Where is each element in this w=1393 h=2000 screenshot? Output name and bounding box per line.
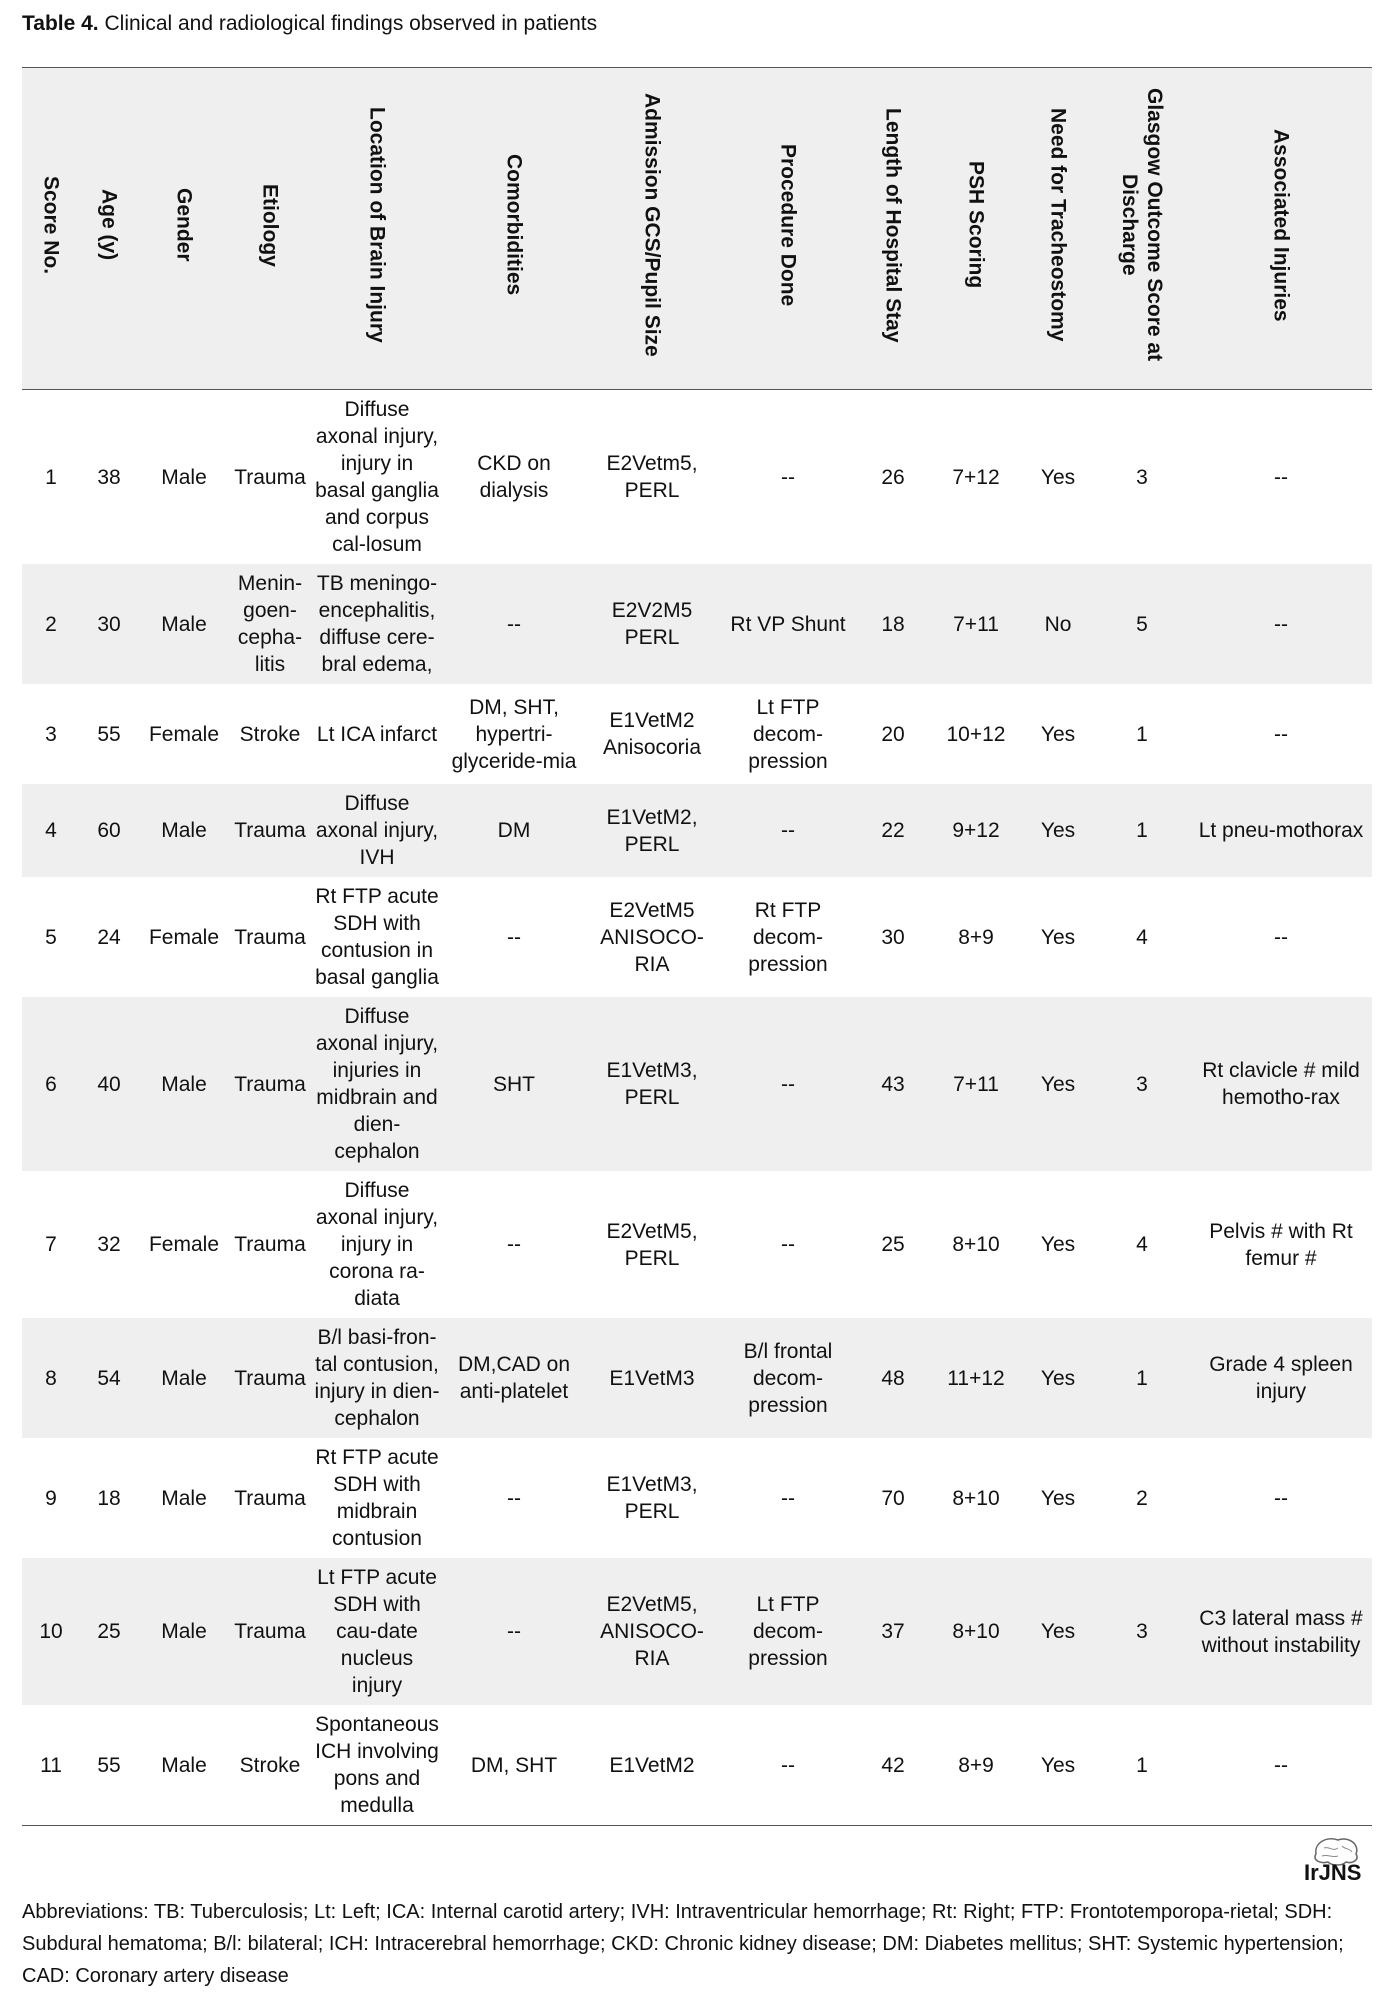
table-cell: B/l basi-fron-tal contusion, injury in dien-cephalon: [314, 1326, 440, 1430]
table-cell: Lt pneu-mothorax: [1198, 819, 1364, 842]
column-header: PSH Scoring: [930, 68, 1022, 390]
column-header: Gender: [138, 68, 230, 390]
table-cell: Trauma: [234, 925, 306, 949]
table-cell: 3: [1136, 1072, 1148, 1096]
header-row: [22, 68, 1372, 390]
table-cell: B/l frontal decom-pression: [743, 1339, 833, 1417]
table-cell: C3 lateral mass # without instability: [1199, 1606, 1363, 1657]
table-cell: E2VetM5, PERL: [606, 1219, 698, 1270]
table-cell: Menin-goen-cepha-litis: [237, 572, 303, 676]
table-cell: Lt ICA infarct: [316, 722, 438, 746]
table-cell: 18: [97, 1486, 121, 1510]
table-cell: 8+10: [952, 1620, 1000, 1643]
table-cell: DM: [497, 819, 531, 842]
column-header: Need for Tracheostomy: [1022, 68, 1094, 390]
table-cell: 38: [97, 465, 121, 489]
table-cell: Diffuse axonal injury, injuries in midbrain and dien-cephalon: [315, 1005, 439, 1163]
column-header: Comorbidities: [444, 68, 584, 390]
table-cell: Lt FTP acute SDH with cau-date nucleus injury: [317, 1566, 437, 1697]
table-row: [22, 784, 1372, 877]
table-cell: Female: [148, 1233, 220, 1256]
table-cell: Spontaneous ICH involving pons and medulla: [310, 1705, 444, 1826]
table-cell: 25: [97, 1620, 121, 1643]
table-cell: Trauma: [234, 1620, 306, 1643]
table-cell: --: [1274, 925, 1288, 949]
table-cell: Grade 4 spleen injury: [1209, 1353, 1353, 1403]
table-cell: 1: [1094, 1705, 1190, 1826]
table-cell: --: [507, 612, 521, 636]
table-cell: Lt FTP decom-pression: [748, 695, 828, 773]
table-cell: 3: [1136, 465, 1148, 489]
table-cell: Rt clavicle # mild hemotho-rax: [1202, 1059, 1360, 1109]
table-cell: 60: [97, 819, 121, 842]
table-cell: 3: [1136, 1620, 1148, 1643]
table-cell: Trauma: [234, 819, 306, 842]
table-cell: --: [507, 925, 521, 949]
table-cell: Rt FTP decom-pression: [748, 898, 828, 976]
table-cell: E1VetM3: [609, 1366, 695, 1390]
table-cell: Yes: [1022, 1705, 1094, 1826]
findings-table: [22, 67, 1372, 1826]
table-row: [22, 390, 1372, 565]
table-cell: Male: [138, 1705, 230, 1826]
table-cell: Rt FTP acute SDH with midbrain contusion: [315, 1446, 439, 1550]
table-cell: Rt VP Shunt: [730, 612, 846, 636]
table-cell: E1VetM2, PERL: [606, 805, 698, 856]
table-cell: Stroke: [230, 1705, 310, 1826]
table-cell: Yes: [1040, 1366, 1076, 1390]
table-cell: Stroke: [239, 722, 301, 746]
table-cell: --: [507, 1486, 521, 1510]
table-cell: Diffuse axonal injury, IVH: [315, 792, 439, 869]
table-cell: 1: [1136, 1366, 1148, 1390]
table-cell: 8+10: [952, 1486, 1000, 1510]
table-row: [22, 1318, 1372, 1438]
table-cell: Trauma: [234, 1072, 306, 1096]
table-row: [22, 1438, 1372, 1558]
table-cell: DM, SHT, hypertri-glyceride-mia: [451, 695, 577, 773]
table-cell: 9: [45, 1486, 57, 1510]
table-caption-label: Table 4.: [22, 12, 99, 35]
table-cell: 26: [881, 465, 905, 489]
table-cell: --: [1274, 612, 1288, 636]
logo-text: IrJNS: [1304, 1860, 1362, 1882]
table-cell: 37: [881, 1620, 905, 1643]
table-cell: 70: [881, 1486, 905, 1510]
table-cell: 48: [881, 1366, 905, 1390]
table-cell: 8+9: [958, 925, 994, 949]
table-cell: --: [1190, 1705, 1372, 1826]
table-cell: 42: [856, 1705, 930, 1826]
table-cell: --: [781, 1233, 795, 1256]
table-cell: --: [507, 1233, 521, 1256]
table-cell: 18: [881, 612, 905, 636]
table-cell: Lt FTP decom-pression: [748, 1593, 828, 1670]
table-cell: CKD on dialysis: [477, 452, 551, 502]
table-cell: --: [781, 1486, 795, 1510]
column-header: Associated Injuries: [1190, 68, 1372, 390]
table-cell: 4: [1136, 1233, 1148, 1256]
table-row: [22, 997, 1372, 1171]
table-cell: 11: [22, 1705, 80, 1826]
table-cell: Male: [161, 1486, 207, 1510]
table-cell: 43: [881, 1072, 905, 1096]
table-cell: 32: [97, 1233, 121, 1256]
table-cell: --: [720, 1705, 856, 1826]
table-cell: TB meningo-encephalitis, diffuse cere-bral edema,: [316, 572, 438, 676]
table-cell: Yes: [1040, 465, 1076, 489]
table-row: [22, 1705, 1372, 1826]
table-cell: Trauma: [234, 1233, 306, 1256]
column-header: Glasgow Outcome Score at Discharge: [1094, 68, 1190, 390]
table-cell: 7+11: [953, 1072, 999, 1096]
table-cell: 9+12: [952, 819, 1000, 842]
table-cell: 10+12: [946, 722, 1006, 746]
table-cell: 7+12: [952, 465, 1000, 489]
table-cell: E1VetM3, PERL: [606, 1473, 698, 1523]
table-cell: Trauma: [234, 1486, 306, 1510]
table-cell: --: [781, 465, 795, 489]
table-cell: 1: [1136, 722, 1148, 746]
table-row: [22, 684, 1372, 784]
table-cell: Male: [161, 819, 207, 842]
table-cell: 10: [39, 1620, 63, 1643]
column-header: Age (y): [80, 68, 138, 390]
table-cell: 7+11: [953, 612, 999, 636]
column-header: Etiology: [230, 68, 310, 390]
table-cell: Male: [161, 465, 207, 489]
table-cell: 8+10: [952, 1233, 1000, 1256]
table-cell: 54: [97, 1366, 121, 1390]
table-caption-text: Clinical and radiological findings observed in patients: [104, 12, 598, 35]
table-cell: Trauma: [234, 1366, 306, 1390]
table-cell: --: [507, 1620, 521, 1643]
table-row: [22, 564, 1372, 684]
table-cell: Rt FTP acute SDH with contusion in basal ganglia: [315, 885, 439, 989]
table-cell: Male: [161, 1072, 207, 1096]
table-cell: --: [781, 819, 795, 842]
table-cell: E1VetM3, PERL: [606, 1059, 698, 1109]
column-header: Score No.: [22, 68, 80, 390]
table-cell: SHT: [493, 1072, 535, 1096]
column-header: Length of Hospital Stay: [856, 68, 930, 390]
table-cell: 4: [45, 819, 57, 842]
table-cell: E2VetM5, ANISOCO-RIA: [600, 1593, 704, 1670]
table-cell: --: [1274, 1486, 1288, 1510]
table-cell: Yes: [1040, 1486, 1076, 1510]
table-cell: 5: [1136, 612, 1148, 636]
table-cell: DM,CAD on anti-platelet: [457, 1353, 571, 1403]
table-cell: Yes: [1040, 1620, 1076, 1643]
table-cell: --: [781, 1072, 795, 1096]
table-cell: Female: [148, 722, 220, 746]
table-cell: 11+12: [947, 1366, 1005, 1390]
table-cell: Yes: [1040, 1233, 1076, 1256]
table-cell: Trauma: [234, 465, 306, 489]
table-cell: 4: [1136, 925, 1148, 949]
table-cell: E2Vetm5, PERL: [606, 452, 698, 502]
table-cell: 55: [80, 1705, 138, 1826]
table-cell: 20: [881, 722, 905, 746]
table-cell: 40: [97, 1072, 121, 1096]
table-caption: [22, 12, 597, 36]
table-row: [22, 1171, 1372, 1318]
column-header: Admission GCS/Pupil Size: [584, 68, 720, 390]
table-cell: 22: [881, 819, 905, 842]
brain-logo-icon: [1302, 1832, 1372, 1882]
table-cell: 1: [1136, 819, 1148, 842]
table-cell: Yes: [1040, 722, 1076, 746]
table-cell: E1VetM2: [584, 1705, 720, 1826]
table-cell: Yes: [1040, 819, 1076, 842]
table-cell: Male: [161, 1366, 207, 1390]
table-cell: Pelvis # with Rt femur #: [1209, 1219, 1353, 1270]
table-cell: Diffuse axonal injury, injury in corona ra-diata: [315, 1179, 439, 1310]
table-cell: 2: [45, 612, 57, 636]
table-cell: 24: [97, 925, 121, 949]
table-cell: 30: [881, 925, 905, 949]
table-cell: 5: [45, 925, 57, 949]
table-cell: 6: [45, 1072, 57, 1096]
table-cell: 25: [881, 1233, 905, 1256]
table-cell: --: [1274, 465, 1288, 489]
table-cell: 2: [1136, 1486, 1148, 1510]
table-cell: E1VetM2 Anisocoria: [602, 709, 702, 759]
table-cell: 8: [45, 1366, 57, 1390]
table-cell: Yes: [1040, 1072, 1076, 1096]
column-header: Location of Brain Injury: [310, 68, 444, 390]
table-cell: E2V2M5 PERL: [611, 599, 693, 649]
table-cell: Female: [148, 925, 220, 949]
table-row: [22, 1558, 1372, 1705]
table-cell: 8+9: [930, 1705, 1022, 1826]
table-cell: 55: [97, 722, 121, 746]
table-cell: 3: [45, 722, 57, 746]
table-cell: Diffuse axonal injury, injury in basal ganglia and corpus cal-losum: [315, 398, 439, 556]
table-cell: Male: [161, 1620, 207, 1643]
table-cell: Male: [161, 612, 207, 636]
table-row: [22, 877, 1372, 997]
table-cell: E2VetM5 ANISOCO-RIA: [600, 898, 704, 976]
table-cell: --: [1274, 722, 1288, 746]
table-cell: 7: [45, 1233, 57, 1256]
table-cell: Yes: [1040, 925, 1076, 949]
table-cell: No: [1044, 612, 1072, 636]
table-cell: DM, SHT: [444, 1705, 584, 1826]
abbreviations-footnote: Abbreviations: TB: Tuberculosis; Lt: Left; ICA: Internal carotid artery; IVH: Intraventricular hemorrhage; Rt: Right; FTP: Frontotemporopa-rietal; SDH: Subdural hematoma; B/l: bilateral; ICH: Intracerebral hemorrhage; CKD: Chronic kidney disease; DM: Diabetes mellitus; SHT: Systemic hypertension; CAD: Coronary artery disease: [22, 1901, 1344, 1987]
column-header: Procedure Done: [720, 68, 856, 390]
table-cell: 1: [45, 465, 57, 489]
table-cell: 30: [97, 612, 121, 636]
